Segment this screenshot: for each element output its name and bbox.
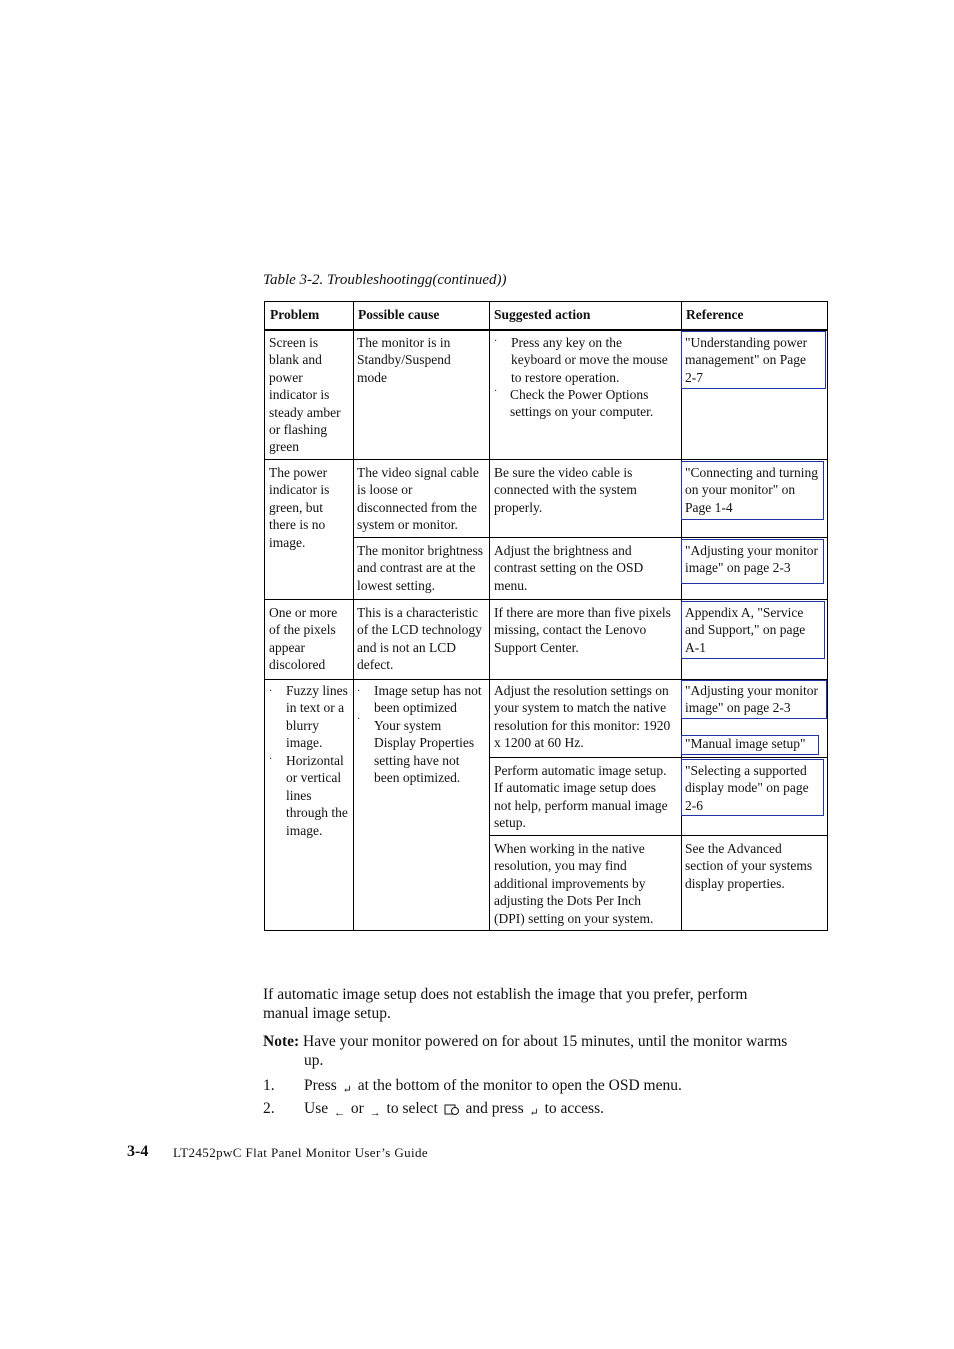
r2-cause-a: The video signal cable is loose or disconnected from the system or monitor. [357,465,479,533]
r4-problem-bullet-2: Horizontal or vertical lines through the image. [286,753,348,838]
row-divider [489,835,827,836]
r3-reference[interactable]: Appendix A, "Service and Support," on page A-1 [685,605,806,655]
step-1: Press ↵ at the bottom of the monitor to open the OSD menu. [304,1076,682,1100]
image-setup-icon [444,1104,460,1123]
r4-cause-bullet-1: Image setup has not been optimized [374,683,482,716]
enter-icon: ↵ [529,1107,539,1119]
paragraph: If automatic image setup does not establish the image that you prefer, perform manual image setup. [263,986,748,1022]
r2-cause-b: The monitor brightness and contrast are at the lowest setting. [357,543,483,593]
r3-cause: This is a characteristic of the LCD technology and is not an LCD defect. [357,605,482,673]
step-number: 2. [263,1100,275,1117]
r2-action-b: Adjust the brightness and contrast setting on the OSD menu. [494,543,644,593]
bullet: · [269,686,273,697]
r4-action-a: Adjust the resolution settings on your system to match the native resolution for this monitor: 1920 x 1200 at 60 Hz. [494,683,671,751]
header-reference: Reference [686,307,744,322]
r2-problem: The power indicator is green, but there is no image. [269,465,330,550]
header-problem: Problem [270,307,320,322]
r4-reference-a1[interactable]: "Adjusting your monitor image" on page 2-3 [685,683,819,716]
r4-reference-b[interactable]: "Selecting a supported display mode" on page 2-6 [685,763,809,813]
r4-reference-a2[interactable]: "Manual image setup" [685,736,806,751]
bullet: · [494,336,498,347]
r4-reference-c: See the Advanced section of your systems display properties. [685,841,813,891]
r2-action-a: Be sure the video cable is connected with the system properly. [494,465,637,515]
footer-title: LT2452pwC Flat Panel Monitor User’s Guide [173,1145,429,1160]
r1-problem: Screen is blank and power indicator is steady amber or flashing green [269,335,341,455]
r2-reference-b[interactable]: "Adjusting your monitor image" on page 2-3 [685,543,819,576]
r1-action-bullet-1: Press any key on the keyboard or move the mouse to restore operation. [511,335,668,385]
bullet: · [357,714,361,725]
row-divider [265,599,827,600]
bullet: · [494,386,498,397]
row-divider [353,537,827,538]
r3-action: If there are more than five pixels missing, contact the Lenovo Support Center. [494,605,671,655]
row-divider [265,459,827,460]
note-label: Note: [263,1033,300,1050]
r4-problem-bullet-1: Fuzzy lines in text or a blurry image. [286,683,348,751]
r2-reference-a[interactable]: "Connecting and turning on your monitor" on Page 1-4 [685,465,818,515]
header-cause: Possible cause [358,307,440,322]
header-action: Suggested action [494,307,591,322]
step-2: Use ← or → to select and press ↵ to access. [304,1099,604,1123]
bullet: · [357,686,361,697]
r1-reference[interactable]: "Understanding power management" on Page 2-7 [685,335,808,385]
col-divider [353,302,354,930]
table-caption: Table 3-2. Troubleshootingg(continued)) [263,272,507,288]
note: Note: Have your monitor powered on for about 15 minutes, until the monitor warms up. [263,1033,788,1069]
r3-problem: One or more of the pixels appear discolored [269,605,338,673]
row-divider [489,757,827,758]
r4-action-c: When working in the native resolution, you may find additional improvements by adjusting the Dots Per Inch (DPI) setting on your system. [494,841,654,926]
r4-action-b: Perform automatic image setup. If automatic image setup does not help, perform manual image setup. [494,763,668,831]
page-number: 3-4 [127,1143,149,1160]
r4-cause-bullet-2: Your system Display Properties setting have not been optimized. [374,718,475,786]
step-number: 1. [263,1077,275,1094]
left-arrow-icon: ← [333,1107,345,1119]
right-arrow-icon: → [369,1107,381,1119]
r1-action-bullet-2: Check the Power Options settings on your computer. [510,387,654,420]
bullet: · [269,754,273,765]
enter-icon: ↵ [342,1084,352,1096]
troubleshooting-table [264,301,828,931]
r1-cause: The monitor is in Standby/Suspend mode [357,335,451,385]
